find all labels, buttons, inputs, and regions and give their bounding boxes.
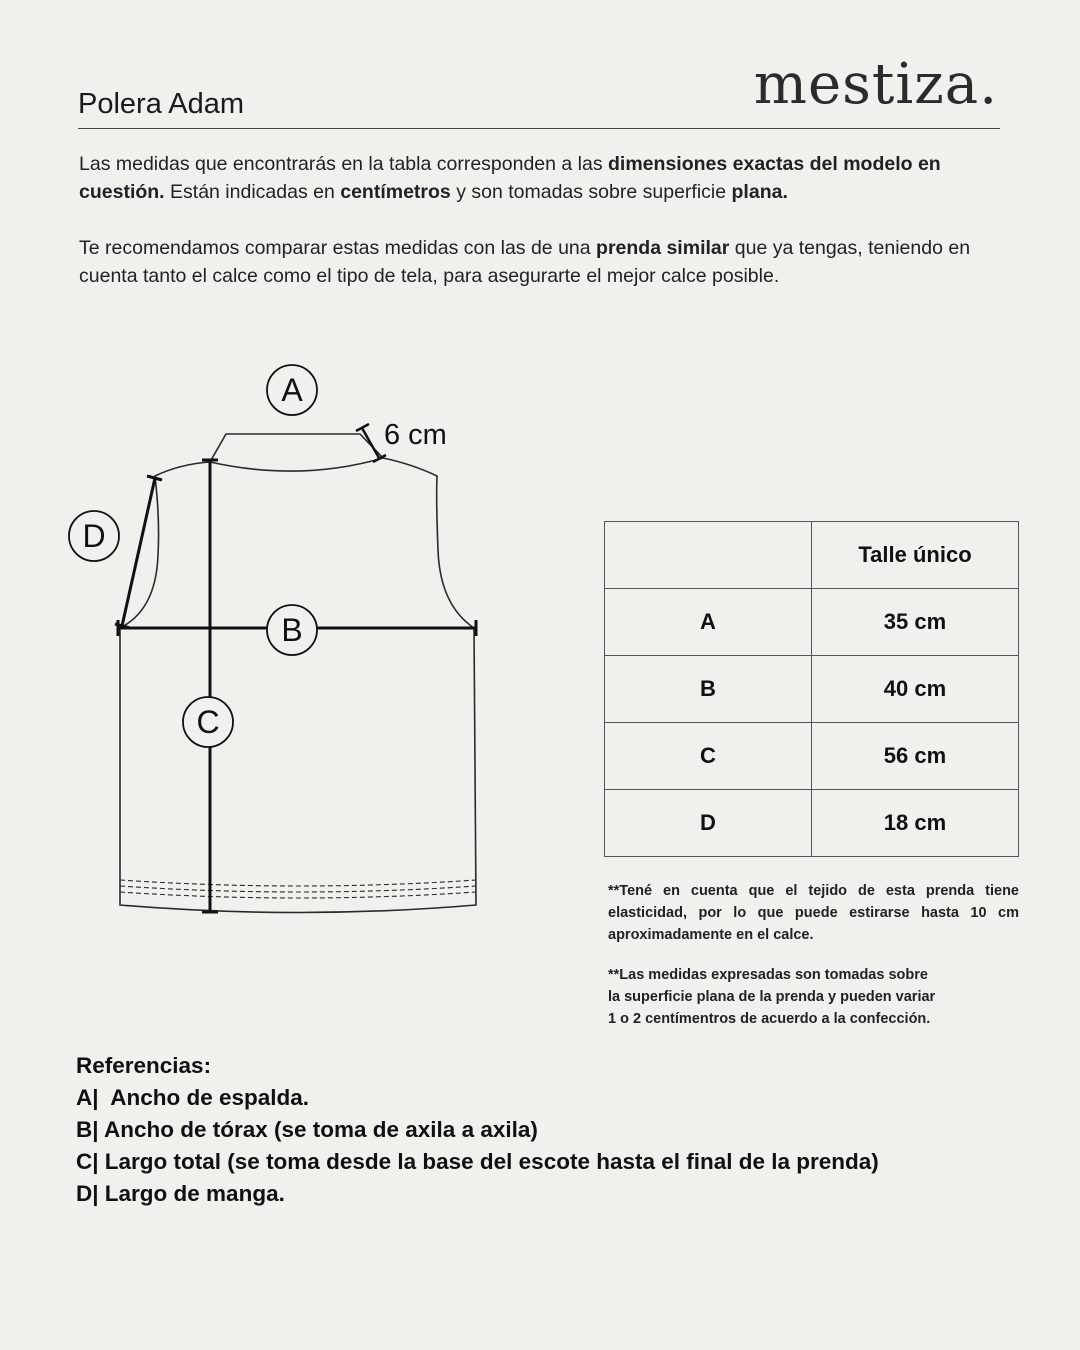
body-text: que ya tengas, teniendo en cuenta tanto el calce como el tipo de tela, para asegurarte el mejor calce posible. [79, 237, 971, 287]
table-row [605, 790, 1019, 857]
reference-item: D| Largo de manga. [76, 1181, 285, 1206]
hem-stitch-2 [120, 886, 476, 892]
references [76, 1050, 879, 1210]
header-divider [78, 128, 1000, 129]
hem-stitch-1 [120, 880, 476, 886]
references-heading: Referencias: [76, 1053, 212, 1078]
hem-stitch-3 [120, 892, 476, 898]
measure-tick-d-top [147, 476, 162, 480]
body-text: Las medidas que encontrarás en la tabla corresponden a las [79, 153, 609, 175]
body-text: y son tomadas sobre superficie [450, 181, 732, 203]
emphasis-text: prenda similar [596, 237, 730, 259]
garment-outline [120, 458, 476, 913]
elasticity-note: **Tené en cuenta que el tejido de esta prenda tiene elasticidad, por lo que puede estirarse hasta 10 cm aproximadamente en el calce. [608, 883, 1019, 943]
table-row-label: B [605, 656, 812, 723]
label-c: C [196, 704, 220, 740]
size-table [604, 521, 1019, 857]
measure-line-collar [362, 428, 379, 458]
body-text: Están indicadas en [164, 181, 341, 203]
table-header-empty [605, 522, 812, 589]
collar-measure-label: 6 cm [384, 419, 447, 451]
reference-item: B| Ancho de tórax (se toma de axila a axila) [76, 1117, 538, 1142]
measure-line-d [122, 478, 155, 626]
table-row [605, 656, 1019, 723]
table-header-size: Talle único [812, 522, 1019, 589]
collar-outline [210, 434, 383, 471]
label-d: D [82, 518, 106, 554]
body-text: Te recomendamos comparar estas medidas con las de una [79, 237, 597, 259]
measurement-note: **Las medidas expresadas son tomadas sobre la superficie plana de la prenda y pueden variar 1 o 2 centímentros de acuerdo a la confección. [608, 967, 936, 1027]
reference-item: A| Ancho de espalda. [76, 1085, 310, 1110]
table-row-value: 56 cm [812, 723, 1019, 790]
product-title: Polera Adam [78, 88, 245, 120]
emphasis-text: plana. [731, 181, 788, 203]
table-row-value: 35 cm [812, 589, 1019, 656]
garment-diagram [0, 340, 560, 940]
table-row-value: 18 cm [812, 790, 1019, 857]
emphasis-text: centímetros [340, 181, 451, 203]
table-row-value: 40 cm [812, 656, 1019, 723]
table-row-label: C [605, 723, 812, 790]
table-header-row [605, 522, 1019, 589]
table-row [605, 589, 1019, 656]
emphasis-text: dimensiones exactas del modelo en cuestión. [79, 153, 941, 203]
label-a: A [281, 372, 303, 408]
intro-paragraph-1 [79, 150, 999, 206]
reference-item: C| Largo total (se toma desde la base del escote hasta el final de la prenda) [76, 1149, 879, 1174]
brand-logo: mestiza. [753, 52, 998, 117]
table-row [605, 723, 1019, 790]
table-row-label: A [605, 589, 812, 656]
intro-paragraph-2 [79, 234, 999, 290]
table-row-label: D [605, 790, 812, 857]
label-b: B [281, 612, 303, 648]
